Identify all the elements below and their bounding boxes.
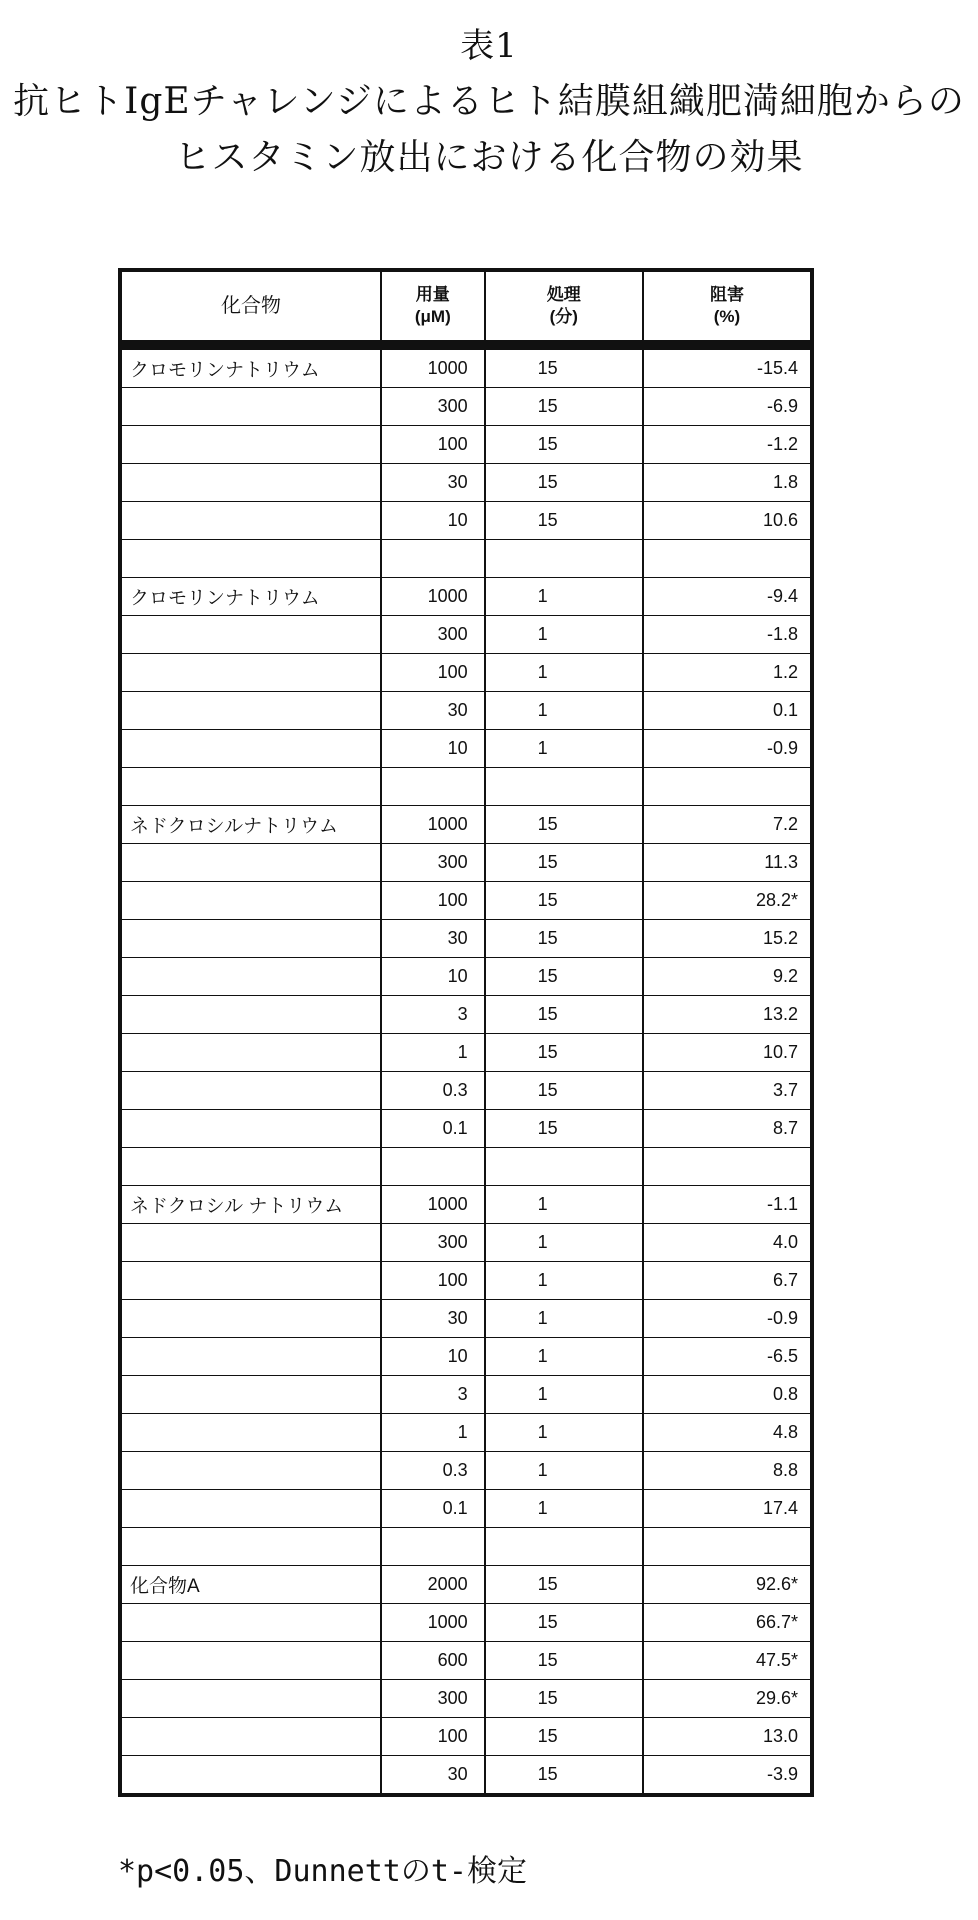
table-row bbox=[120, 844, 812, 882]
cell-dose: 1000 bbox=[381, 1604, 485, 1642]
cell-dose: 1 bbox=[381, 1034, 485, 1072]
cell-treatment-time: 15 bbox=[485, 1642, 643, 1680]
cell-inhibition: 29.6* bbox=[643, 1680, 812, 1718]
cell-treatment-time: 1 bbox=[485, 616, 643, 654]
cell-inhibition: 10.6 bbox=[643, 502, 812, 540]
cell-treatment-time: 1 bbox=[485, 1376, 643, 1414]
cell-compound bbox=[120, 1262, 381, 1300]
cell-inhibition: -9.4 bbox=[643, 578, 812, 616]
cell-dose: 600 bbox=[381, 1642, 485, 1680]
cell-treatment-time: 15 bbox=[485, 882, 643, 920]
cell-dose: 0.3 bbox=[381, 1072, 485, 1110]
cell-inhibition: 0.8 bbox=[643, 1376, 812, 1414]
cell-inhibition: 4.0 bbox=[643, 1224, 812, 1262]
cell-dose: 30 bbox=[381, 1756, 485, 1796]
table-row bbox=[120, 1604, 812, 1642]
cell-compound bbox=[120, 1072, 381, 1110]
header-dose-label: 用量 bbox=[415, 285, 450, 304]
header-treatment bbox=[485, 270, 643, 345]
table-row bbox=[120, 1490, 812, 1528]
cell-inhibition: -0.9 bbox=[643, 1300, 812, 1338]
cell-treatment-time: 15 bbox=[485, 464, 643, 502]
cell-dose: 300 bbox=[381, 388, 485, 426]
cell-dose: 10 bbox=[381, 1338, 485, 1376]
cell-inhibition bbox=[643, 1148, 812, 1186]
cell-compound: ネドクロシル ナトリウム bbox=[120, 1186, 381, 1224]
cell-compound: クロモリンナトリウム bbox=[120, 578, 381, 616]
table-row bbox=[120, 1300, 812, 1338]
table-row bbox=[120, 920, 812, 958]
cell-dose: 0.3 bbox=[381, 1452, 485, 1490]
cell-inhibition: 9.2 bbox=[643, 958, 812, 996]
cell-treatment-time: 15 bbox=[485, 1604, 643, 1642]
table-row bbox=[120, 1376, 812, 1414]
table-title-line-2: ヒスタミン放出における化合物の効果 bbox=[174, 137, 804, 178]
cell-dose: 300 bbox=[381, 616, 485, 654]
table-row bbox=[120, 1566, 812, 1604]
cell-dose: 100 bbox=[381, 1718, 485, 1756]
cell-dose: 10 bbox=[381, 958, 485, 996]
cell-treatment-time: 1 bbox=[485, 692, 643, 730]
cell-compound: 化合物A bbox=[120, 1566, 381, 1604]
cell-treatment-time bbox=[485, 540, 643, 578]
cell-compound bbox=[120, 768, 381, 806]
cell-compound bbox=[120, 1452, 381, 1490]
results-table bbox=[118, 268, 814, 1797]
cell-inhibition: 4.8 bbox=[643, 1414, 812, 1452]
cell-compound bbox=[120, 1034, 381, 1072]
cell-inhibition: 17.4 bbox=[643, 1490, 812, 1528]
header-inhibition-unit: (%) bbox=[713, 307, 741, 326]
table-row bbox=[120, 1338, 812, 1376]
cell-inhibition: -6.9 bbox=[643, 388, 812, 426]
cell-treatment-time: 15 bbox=[485, 958, 643, 996]
cell-treatment-time: 1 bbox=[485, 730, 643, 768]
table-row bbox=[120, 1642, 812, 1680]
cell-dose: 300 bbox=[381, 1680, 485, 1718]
cell-compound bbox=[120, 1148, 381, 1186]
table-row bbox=[120, 1414, 812, 1452]
cell-dose: 30 bbox=[381, 464, 485, 502]
header-treatment-label: 処理 bbox=[546, 285, 581, 304]
cell-treatment-time bbox=[485, 768, 643, 806]
cell-dose: 100 bbox=[381, 882, 485, 920]
cell-inhibition: 10.7 bbox=[643, 1034, 812, 1072]
table-row bbox=[120, 345, 812, 388]
cell-dose: 30 bbox=[381, 920, 485, 958]
cell-dose: 0.1 bbox=[381, 1110, 485, 1148]
cell-inhibition: 0.1 bbox=[643, 692, 812, 730]
cell-inhibition: 13.0 bbox=[643, 1718, 812, 1756]
cell-inhibition: -3.9 bbox=[643, 1756, 812, 1796]
table-row bbox=[120, 578, 812, 616]
cell-dose: 0.1 bbox=[381, 1490, 485, 1528]
cell-compound bbox=[120, 1528, 381, 1566]
cell-treatment-time: 1 bbox=[485, 1490, 643, 1528]
table-row bbox=[120, 616, 812, 654]
cell-inhibition: 11.3 bbox=[643, 844, 812, 882]
cell-treatment-time: 15 bbox=[485, 1756, 643, 1796]
cell-inhibition: 7.2 bbox=[643, 806, 812, 844]
table-row bbox=[120, 1186, 812, 1224]
cell-treatment-time: 15 bbox=[485, 502, 643, 540]
cell-dose bbox=[381, 768, 485, 806]
cell-inhibition: 15.2 bbox=[643, 920, 812, 958]
cell-compound bbox=[120, 1376, 381, 1414]
header-inhibition-label: 阻害 bbox=[709, 285, 744, 304]
table-row bbox=[120, 996, 812, 1034]
cell-compound bbox=[120, 1414, 381, 1452]
cell-compound bbox=[120, 1338, 381, 1376]
cell-compound bbox=[120, 958, 381, 996]
cell-compound bbox=[120, 1490, 381, 1528]
table-row bbox=[120, 768, 812, 806]
cell-inhibition: -0.9 bbox=[643, 730, 812, 768]
cell-treatment-time: 15 bbox=[485, 1566, 643, 1604]
table-row bbox=[120, 426, 812, 464]
cell-compound: クロモリンナトリウム bbox=[120, 345, 381, 388]
cell-dose: 1 bbox=[381, 1414, 485, 1452]
cell-compound bbox=[120, 502, 381, 540]
cell-treatment-time: 1 bbox=[485, 1338, 643, 1376]
cell-dose: 1000 bbox=[381, 345, 485, 388]
cell-inhibition bbox=[643, 540, 812, 578]
cell-compound bbox=[120, 996, 381, 1034]
cell-treatment-time: 1 bbox=[485, 1224, 643, 1262]
cell-treatment-time: 1 bbox=[485, 654, 643, 692]
cell-dose: 300 bbox=[381, 844, 485, 882]
cell-compound bbox=[120, 1718, 381, 1756]
footnote: *p<0.05、Dunnettのt-検定 bbox=[118, 1854, 527, 1889]
cell-dose: 1000 bbox=[381, 1186, 485, 1224]
table-row bbox=[120, 654, 812, 692]
cell-treatment-time: 1 bbox=[485, 1300, 643, 1338]
cell-inhibition: 92.6* bbox=[643, 1566, 812, 1604]
cell-dose bbox=[381, 1148, 485, 1186]
cell-dose: 2000 bbox=[381, 1566, 485, 1604]
cell-treatment-time: 15 bbox=[485, 806, 643, 844]
table-row bbox=[120, 1224, 812, 1262]
table-row bbox=[120, 882, 812, 920]
cell-compound: ネドクロシルナトリウム bbox=[120, 806, 381, 844]
cell-dose: 300 bbox=[381, 1224, 485, 1262]
cell-compound bbox=[120, 654, 381, 692]
cell-compound bbox=[120, 464, 381, 502]
cell-inhibition: 47.5* bbox=[643, 1642, 812, 1680]
cell-dose: 1000 bbox=[381, 578, 485, 616]
cell-compound bbox=[120, 1756, 381, 1796]
cell-treatment-time: 1 bbox=[485, 1186, 643, 1224]
cell-dose: 3 bbox=[381, 996, 485, 1034]
cell-inhibition: 8.7 bbox=[643, 1110, 812, 1148]
cell-inhibition bbox=[643, 1528, 812, 1566]
cell-treatment-time: 15 bbox=[485, 1110, 643, 1148]
cell-inhibition: 1.2 bbox=[643, 654, 812, 692]
cell-compound bbox=[120, 844, 381, 882]
cell-compound bbox=[120, 426, 381, 464]
table-row bbox=[120, 1072, 812, 1110]
cell-treatment-time: 15 bbox=[485, 1718, 643, 1756]
cell-inhibition bbox=[643, 768, 812, 806]
cell-compound bbox=[120, 1680, 381, 1718]
cell-treatment-time: 1 bbox=[485, 1414, 643, 1452]
table-row bbox=[120, 464, 812, 502]
table-row bbox=[120, 540, 812, 578]
cell-compound bbox=[120, 1110, 381, 1148]
cell-compound bbox=[120, 1224, 381, 1262]
table-row bbox=[120, 1718, 812, 1756]
cell-treatment-time bbox=[485, 1528, 643, 1566]
cell-dose: 100 bbox=[381, 1262, 485, 1300]
cell-treatment-time: 15 bbox=[485, 388, 643, 426]
cell-dose: 100 bbox=[381, 654, 485, 692]
table-row bbox=[120, 1528, 812, 1566]
table-row bbox=[120, 1452, 812, 1490]
table-row bbox=[120, 692, 812, 730]
cell-treatment-time: 15 bbox=[485, 345, 643, 388]
cell-dose: 30 bbox=[381, 1300, 485, 1338]
cell-treatment-time: 15 bbox=[485, 920, 643, 958]
table-label: 表1 bbox=[460, 26, 518, 66]
cell-inhibition: -1.8 bbox=[643, 616, 812, 654]
cell-inhibition: 1.8 bbox=[643, 464, 812, 502]
cell-dose bbox=[381, 540, 485, 578]
table-body bbox=[120, 345, 812, 1795]
cell-compound bbox=[120, 920, 381, 958]
cell-treatment-time: 1 bbox=[485, 1452, 643, 1490]
cell-dose bbox=[381, 1528, 485, 1566]
cell-compound bbox=[120, 730, 381, 768]
table-row bbox=[120, 1756, 812, 1796]
cell-treatment-time: 15 bbox=[485, 426, 643, 464]
cell-inhibition: 8.8 bbox=[643, 1452, 812, 1490]
header-row bbox=[120, 270, 812, 345]
header-compound bbox=[120, 270, 381, 345]
cell-compound bbox=[120, 882, 381, 920]
cell-treatment-time: 1 bbox=[485, 578, 643, 616]
header-compound-label: 化合物 bbox=[220, 295, 281, 317]
table-row bbox=[120, 1148, 812, 1186]
cell-inhibition: -15.4 bbox=[643, 345, 812, 388]
cell-inhibition: 13.2 bbox=[643, 996, 812, 1034]
cell-compound bbox=[120, 616, 381, 654]
table-row bbox=[120, 502, 812, 540]
table-row bbox=[120, 1110, 812, 1148]
title-block bbox=[0, 18, 978, 186]
table-header bbox=[120, 270, 812, 345]
cell-treatment-time bbox=[485, 1148, 643, 1186]
cell-compound bbox=[120, 1300, 381, 1338]
cell-dose: 1000 bbox=[381, 806, 485, 844]
cell-inhibition: 3.7 bbox=[643, 1072, 812, 1110]
table-row bbox=[120, 388, 812, 426]
header-inhibition bbox=[643, 270, 812, 345]
cell-dose: 30 bbox=[381, 692, 485, 730]
table-row bbox=[120, 958, 812, 996]
cell-treatment-time: 1 bbox=[485, 1262, 643, 1300]
cell-inhibition: -6.5 bbox=[643, 1338, 812, 1376]
cell-dose: 100 bbox=[381, 426, 485, 464]
cell-treatment-time: 15 bbox=[485, 1034, 643, 1072]
cell-dose: 10 bbox=[381, 730, 485, 768]
cell-inhibition: 66.7* bbox=[643, 1604, 812, 1642]
cell-inhibition: -1.2 bbox=[643, 426, 812, 464]
cell-compound bbox=[120, 540, 381, 578]
cell-compound bbox=[120, 692, 381, 730]
cell-inhibition: 6.7 bbox=[643, 1262, 812, 1300]
cell-dose: 10 bbox=[381, 502, 485, 540]
header-dose bbox=[381, 270, 485, 345]
cell-compound bbox=[120, 1642, 381, 1680]
table-row bbox=[120, 730, 812, 768]
cell-inhibition: 28.2* bbox=[643, 882, 812, 920]
cell-treatment-time: 15 bbox=[485, 1680, 643, 1718]
table-row bbox=[120, 806, 812, 844]
header-dose-unit: (μM) bbox=[414, 307, 451, 326]
table-row bbox=[120, 1680, 812, 1718]
table-row bbox=[120, 1262, 812, 1300]
cell-treatment-time: 15 bbox=[485, 1072, 643, 1110]
table-row bbox=[120, 1034, 812, 1072]
cell-dose: 3 bbox=[381, 1376, 485, 1414]
header-treatment-unit: (分) bbox=[549, 307, 578, 326]
cell-inhibition: -1.1 bbox=[643, 1186, 812, 1224]
cell-treatment-time: 15 bbox=[485, 996, 643, 1034]
table-title-line-1: 抗ヒトIgEチャレンジによるヒト結膜組織肥満細胞からの bbox=[13, 81, 965, 122]
cell-compound bbox=[120, 388, 381, 426]
cell-treatment-time: 15 bbox=[485, 844, 643, 882]
cell-compound bbox=[120, 1604, 381, 1642]
